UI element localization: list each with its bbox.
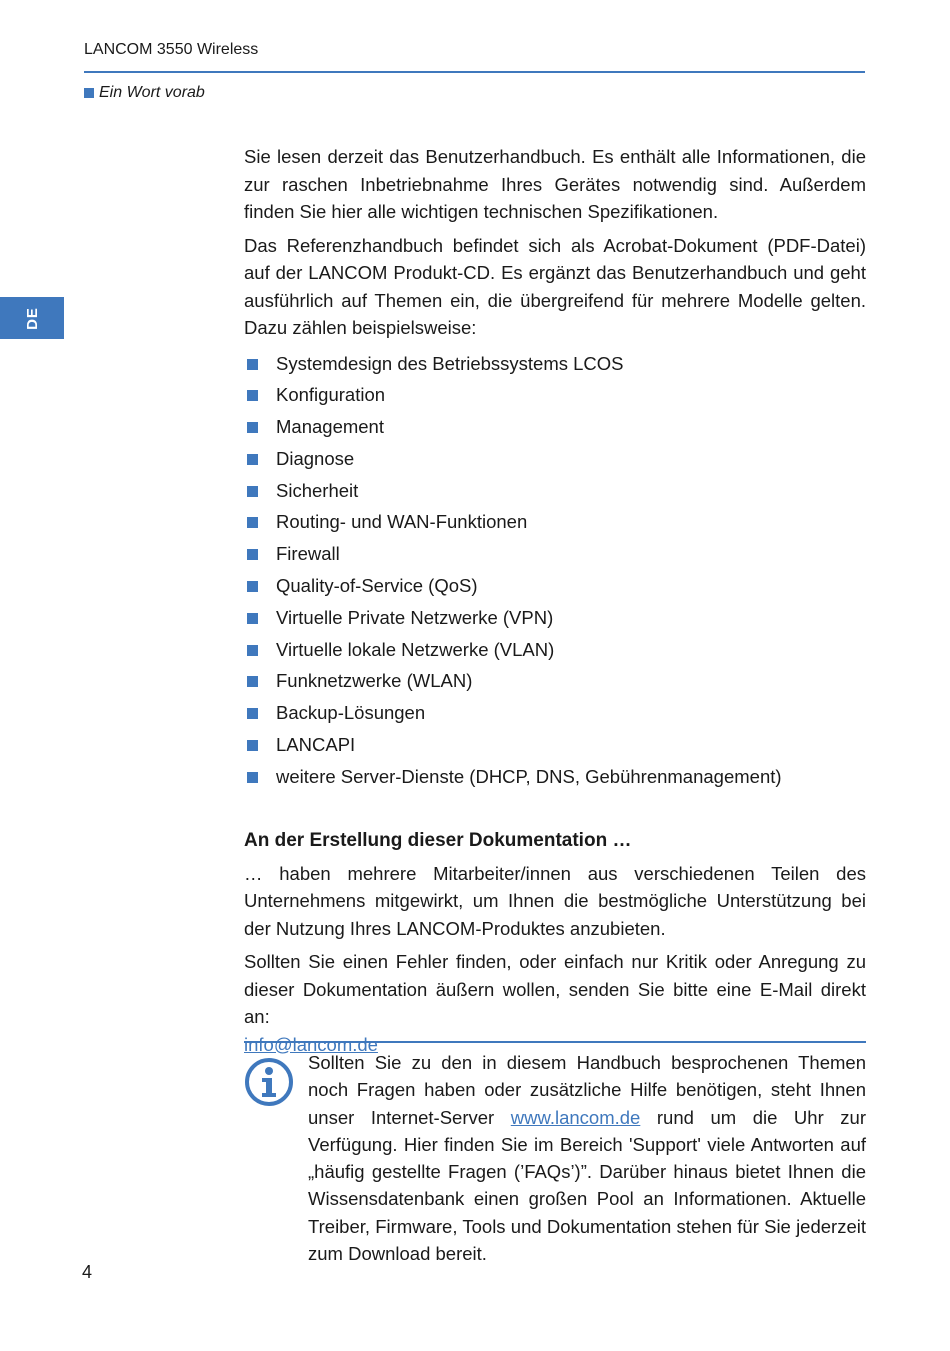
intro-paragraph-1: Sie lesen derzeit das Benutzerhandbuch. Es enthält alle Informationen, die zur raschen Inbetriebnahme Ihres Gerätes notwendig sind. Außerdem finden Sie hier alle wichtigen technischen Spezifikationen. — [244, 146, 866, 222]
square-bullet-icon — [247, 486, 258, 497]
list-item — [244, 665, 866, 697]
list-item — [244, 443, 866, 475]
running-header-title: LANCOM 3550 Wireless — [84, 41, 259, 58]
square-bullet-icon — [247, 454, 258, 465]
list-item — [244, 506, 866, 538]
page-number: 4 — [82, 1262, 93, 1282]
main-content — [244, 143, 866, 1058]
square-bullet-icon — [247, 740, 258, 751]
list-item — [244, 602, 866, 634]
info-icon — [244, 1057, 294, 1107]
list-item — [244, 761, 866, 793]
square-bullet-icon — [247, 517, 258, 528]
website-link[interactable]: www.lancom.de — [510, 1106, 641, 1128]
section-label — [84, 84, 205, 102]
list-item — [244, 570, 866, 602]
list-item-label: LANCAPI — [276, 734, 356, 756]
list-item — [244, 729, 866, 761]
list-item-label: Firewall — [276, 543, 340, 565]
square-bullet-icon — [247, 772, 258, 783]
square-bullet-icon — [247, 613, 258, 624]
documentation-paragraph-1: … haben mehrere Mitarbeiter/innen aus verschiedenen Teilen des Unternehmens mitgewirkt, um Ihnen die bestmögliche Unterstützung bei der Nutzung Ihres LANCOM-Produktes anzubieten. — [244, 862, 866, 939]
list-item-label: Diagnose — [276, 447, 355, 469]
square-bullet-icon — [247, 676, 258, 687]
square-bullet-icon — [247, 390, 258, 401]
list-item-label: Konfiguration — [276, 384, 386, 406]
list-item — [244, 697, 866, 729]
list-item — [244, 379, 866, 411]
header-divider — [84, 71, 865, 73]
list-item — [244, 475, 866, 507]
list-item — [244, 348, 866, 380]
list-item-label: Routing- und WAN-Funktionen — [276, 511, 528, 533]
language-tab-label: DE — [23, 306, 41, 330]
list-item-label: Quality-of-Service (QoS) — [276, 575, 478, 597]
language-tab — [0, 297, 64, 339]
square-bullet-icon — [247, 581, 258, 592]
square-bullet-icon — [247, 549, 258, 560]
square-bullet-icon — [84, 88, 94, 98]
info-note-text — [308, 1049, 866, 1267]
list-item — [244, 538, 866, 570]
list-item — [244, 634, 866, 666]
section-heading: An der Erstellung dieser Dokumentation … — [244, 829, 632, 851]
list-item-label: weitere Server-Dienste (DHCP, DNS, Gebührenmanagement) — [276, 765, 782, 787]
square-bullet-icon — [247, 359, 258, 370]
documentation-paragraph-2-text: Sollten Sie einen Fehler finden, oder einfach nur Kritik oder Anregung zu dieser Dokumentation äußern wollen, senden Sie bitte eine E-Mail direkt an: — [244, 951, 866, 1028]
topic-list — [244, 348, 866, 793]
list-item-label: Management — [276, 416, 384, 438]
square-bullet-icon — [247, 645, 258, 656]
list-item-label: Funknetzwerke (WLAN) — [276, 670, 473, 692]
square-bullet-icon — [247, 422, 258, 433]
list-item — [244, 411, 866, 443]
info-note — [244, 1041, 866, 1267]
list-item-label: Backup-Lösungen — [276, 702, 426, 724]
list-item-label: Virtuelle Private Netzwerke (VPN) — [276, 606, 554, 628]
info-note-text-start: Sollten Sie zu den in diesem Handbuch besprochenen Themen noch Fragen haben oder zusätzliche Hilfe benötigen, steht Ihnen unser Internet-Server — [308, 1052, 866, 1128]
email-link[interactable]: info@lancom.de — [244, 1033, 378, 1055]
intro-paragraph-2: Das Referenzhandbuch befindet sich als Acrobat-Dokument (PDF-Datei) auf der LANCOM Produkt-CD. Es ergänzt das Benutzerhandbuch und geht ausführlich auf Themen ein, die übergreifend für mehrere Modelle gelten. Dazu zählen beispielsweise: — [244, 234, 866, 338]
info-note-text-end: rund um die Uhr zur Verfügung. Hier finden Sie im Bereich 'Support' viele Antworten auf „häufig gestellte Fragen (’FAQs’)”. Darüber hinaus bietet Ihnen die Wissensdatenbank einen großen Pool an Informationen. Aktuelle Treiber, Firmware, Tools und Dokumentation stehen für Sie jederzeit zum Download bereit. — [308, 1106, 866, 1265]
section-label-text: Ein Wort vorab — [99, 84, 205, 101]
square-bullet-icon — [247, 708, 258, 719]
list-item-label: Virtuelle lokale Netzwerke (VLAN) — [276, 638, 555, 660]
list-item-label: Sicherheit — [276, 479, 359, 501]
list-item-label: Systemdesign des Betriebssystems LCOS — [276, 352, 624, 374]
